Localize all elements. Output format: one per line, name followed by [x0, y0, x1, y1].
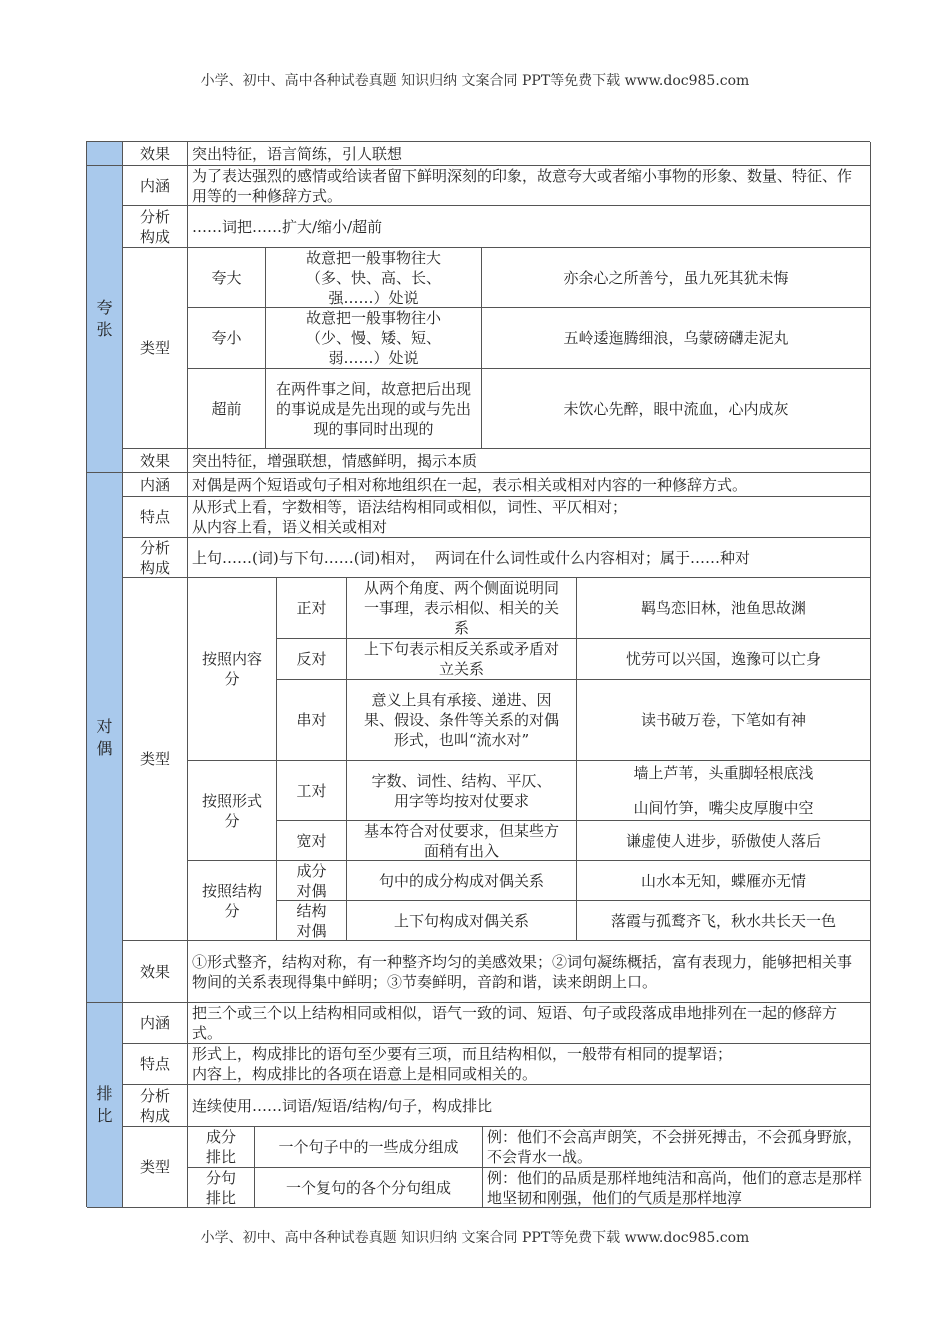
type-name: 夸小	[188, 308, 266, 369]
row-text: 上句……(词)与下句……(词)相对， 两词在什么词性或什么内容相对；属于……种对	[188, 538, 871, 578]
rhetoric-table	[86, 141, 870, 1207]
row-label: 效果	[123, 449, 188, 473]
type-example: 谦虚使人进步，骄傲使人落后	[577, 821, 871, 861]
row-label: 分析构成	[123, 1085, 188, 1127]
row-label: 效果	[123, 941, 188, 1003]
row-text: 把三个或三个以上结构相同或相似，语气一致的词、短语、句子或段落成串地排列在一起的修辞方式。	[188, 1003, 871, 1044]
type-example: 亦余心之所善兮，虽九死其犹未悔	[482, 248, 871, 308]
type-name: 反对	[277, 639, 347, 680]
type-name: 工对	[277, 761, 347, 821]
text-line: 形式上，构成排比的语句至少要有三项，而且结构相似，一般带有相同的提挈语；	[192, 1045, 733, 1063]
row-label: 分析构成	[123, 206, 188, 248]
row-label: 内涵	[123, 1003, 188, 1044]
type-example: 山水本无知，蝶雁亦无情	[577, 861, 871, 901]
row-text: 对偶是两个短语或句子相对称地组织在一起，表示相关或相对内容的一种修辞方式。	[188, 473, 871, 497]
row-label: 效果	[123, 142, 188, 166]
type-example: 五岭逶迤腾细浪，乌蒙磅礴走泥丸	[482, 308, 871, 369]
row-text: 连续使用……词语/短语/结构/句子，构成排比	[188, 1085, 871, 1127]
row-label: 特点	[123, 497, 188, 538]
type-name: 成分排比	[188, 1127, 255, 1168]
type-example: 未饮心先醉，眼中流血，心内成灰	[482, 369, 871, 449]
type-name: 超前	[188, 369, 266, 449]
section-duiou	[87, 473, 123, 1003]
row-label: 特点	[123, 1044, 188, 1085]
page-footer: 小学、初中、高中各种试卷真题 知识归纳 文案合同 PPT等免费下载 www.doc985.com	[200, 1230, 750, 1246]
type-desc: 一个复句的各个分句组成	[255, 1168, 483, 1208]
group-name: 按照形式分	[188, 761, 277, 861]
example-line: 墙上芦苇，头重脚轻根底浅	[633, 764, 814, 782]
type-desc: 在两件事之间，故意把后出现的事说成是先出现的或与先出现的事同时出现的	[266, 369, 482, 449]
row-text: ……词把……扩大/缩小/超前	[188, 206, 871, 248]
type-name: 正对	[277, 578, 347, 639]
type-example	[577, 761, 871, 821]
type-example: 例：他们的品质是那样地纯洁和高尚，他们的意志是那样地坚韧和刚强，他们的气质是那样地淳	[483, 1168, 871, 1208]
type-desc: 从两个角度、两个侧面说明同一事理，表示相似、相关的关系	[347, 578, 577, 639]
text-line: 从形式上看，字数相等，语法结构相同或相似，词性、平仄相对；	[192, 498, 628, 516]
group-name: 按照内容分	[188, 578, 277, 761]
type-desc: 上下句表示相反关系或矛盾对立关系	[347, 639, 577, 680]
row-label: 内涵	[123, 473, 188, 497]
type-desc: 故意把一般事物往小（少、慢、矮、短、弱……）处说	[266, 308, 482, 369]
section-paibi	[87, 1003, 123, 1208]
type-desc: 故意把一般事物往大（多、快、高、长、强……）处说	[266, 248, 482, 308]
group-name: 按照结构分	[188, 861, 277, 941]
type-desc: 上下句构成对偶关系	[347, 901, 577, 941]
type-example: 落霞与孤鹜齐飞，秋水共长天一色	[577, 901, 871, 941]
row-text: ①形式整齐，结构对称，有一种整齐均匀的美感效果；②词句凝练概括，富有表现力，能够把相关事物间的关系表现得集中鲜明；③节奏鲜明，音韵和谐，读来朗朗上口。	[188, 941, 871, 1003]
section-title: 对偶	[96, 716, 113, 758]
row-text: 突出特征，增强联想，情感鲜明，揭示本质	[188, 449, 871, 473]
section-title: 夸张	[96, 298, 113, 339]
row-text: 为了表达强烈的感情或给读者留下鲜明深刻的印象，故意夸大或者缩小事物的形象、数量、特征、作用等的一种修辞方式。	[188, 166, 871, 206]
row-text	[188, 497, 871, 538]
type-desc: 意义上具有承接、递进、因果、假设、条件等关系的对偶形式，也叫“流水对”	[347, 680, 577, 761]
type-example: 羁鸟恋旧林，池鱼思故渊	[577, 578, 871, 639]
type-example: 读书破万卷，下笔如有神	[577, 680, 871, 761]
type-desc: 句中的成分构成对偶关系	[347, 861, 577, 901]
type-name: 夸大	[188, 248, 266, 308]
row-text: 突出特征，语言简练，引人联想	[188, 142, 871, 166]
row-label: 内涵	[123, 166, 188, 206]
type-example: 忧劳可以兴国，逸豫可以亡身	[577, 639, 871, 680]
type-name: 结构对偶	[277, 901, 347, 941]
type-name: 成分对偶	[277, 861, 347, 901]
example-line: 山间竹笋，嘴尖皮厚腹中空	[633, 799, 814, 817]
section-title: 排比	[96, 1084, 113, 1125]
type-example: 例：他们不会高声朗笑，不会拼死搏击，不会孤身野旅，不会背水一战。	[483, 1127, 871, 1168]
row-text	[188, 1044, 871, 1085]
row-label: 分析构成	[123, 538, 188, 578]
type-name: 宽对	[277, 821, 347, 861]
type-desc: 字数、词性、结构、平仄、用字等均按对仗要求	[347, 761, 577, 821]
type-name: 串对	[277, 680, 347, 761]
type-desc: 一个句子中的一些成分组成	[255, 1127, 483, 1168]
row-label: 类型	[123, 248, 188, 449]
section-kuazhang	[87, 166, 123, 473]
type-desc: 基本符合对仗要求，但某些方面稍有出入	[347, 821, 577, 861]
text-line: 从内容上看，语义相关或相对	[192, 518, 388, 536]
row-label: 类型	[123, 1127, 188, 1208]
row-label: 类型	[123, 578, 188, 941]
text-line: 内容上，构成排比的各项在语意上是相同或相关的。	[192, 1065, 538, 1083]
type-name: 分句排比	[188, 1168, 255, 1208]
section-prev	[87, 142, 123, 166]
page-header: 小学、初中、高中各种试卷真题 知识归纳 文案合同 PPT等免费下载 www.doc985.com	[200, 73, 750, 89]
